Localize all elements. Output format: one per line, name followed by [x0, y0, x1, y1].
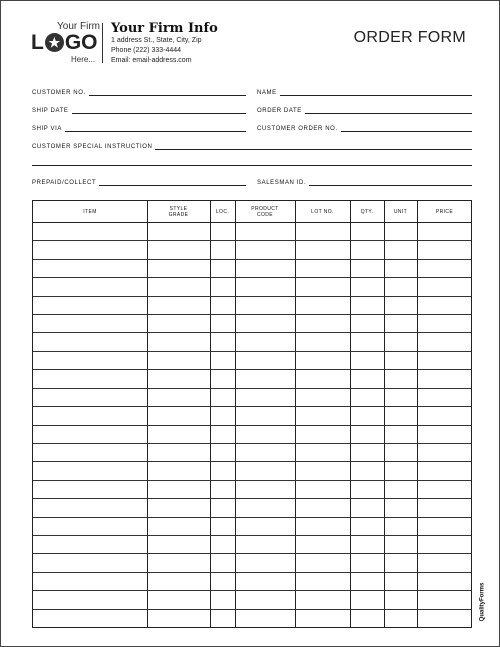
ship-via-line[interactable]	[65, 131, 246, 132]
table-row[interactable]	[33, 590, 471, 591]
column-divider	[384, 201, 385, 627]
ship-via-field[interactable]	[32, 123, 246, 133]
salesman-id-label: SALESMAN ID.	[257, 180, 307, 186]
order-date-field[interactable]	[257, 105, 472, 115]
special-instruction-field[interactable]	[32, 141, 472, 151]
table-row[interactable]	[33, 535, 471, 536]
star-icon: ★	[45, 33, 64, 52]
table-row[interactable]	[33, 609, 471, 610]
table-row[interactable]	[33, 461, 471, 462]
column-divider	[295, 201, 296, 627]
table-row[interactable]	[33, 332, 471, 333]
special-instruction-line-2[interactable]	[32, 165, 472, 166]
salesman-id-field[interactable]	[257, 177, 472, 187]
ship-date-line[interactable]	[72, 113, 246, 114]
column-header-item: ITEM	[83, 208, 97, 215]
table-row[interactable]	[33, 498, 471, 499]
column-header-product-code: PRODUCT CODE	[251, 205, 279, 218]
prepaid-collect-line[interactable]	[99, 185, 246, 186]
column-divider	[235, 201, 236, 627]
table-row[interactable]	[33, 351, 471, 352]
ship-date-label: SHIP DATE	[32, 108, 69, 114]
table-row[interactable]	[33, 443, 471, 444]
table-row[interactable]	[33, 388, 471, 389]
brand-mark	[476, 582, 486, 626]
brand-text: QualityForms	[479, 582, 486, 622]
customer-order-no-line[interactable]	[341, 131, 472, 132]
customer-order-no-field[interactable]	[257, 123, 472, 133]
logo-word	[31, 31, 98, 55]
table-row[interactable]	[33, 406, 471, 407]
order-items-table	[32, 200, 472, 628]
logo-letter-l: L	[31, 31, 44, 54]
table-row[interactable]	[33, 259, 471, 260]
logo-line-3: Here...	[71, 55, 96, 64]
table-row[interactable]	[33, 517, 471, 518]
column-divider	[147, 201, 148, 627]
table-row[interactable]	[33, 553, 471, 554]
column-header-price: PRICE	[435, 208, 454, 215]
table-row[interactable]	[33, 296, 471, 297]
name-line[interactable]	[280, 95, 472, 96]
column-header-lot-no: LOT NO.	[311, 208, 334, 215]
firm-name: Your Firm Info	[111, 21, 218, 36]
logo-letters-go: GO	[64, 31, 98, 54]
column-header-unit: UNIT	[393, 208, 408, 215]
column-header-loc: LOC.	[215, 208, 230, 215]
header-divider	[102, 23, 103, 63]
order-date-line[interactable]	[305, 113, 472, 114]
customer-no-label: CUSTOMER NO.	[32, 90, 86, 96]
table-row[interactable]	[33, 425, 471, 426]
column-header-qty: QTY.	[360, 208, 374, 215]
ship-date-field[interactable]	[32, 105, 246, 115]
table-row[interactable]	[33, 480, 471, 481]
ship-via-label: SHIP VIA	[32, 126, 63, 132]
table-row[interactable]	[33, 572, 471, 573]
column-divider	[350, 201, 351, 627]
column-divider	[417, 201, 418, 627]
customer-order-no-label: CUSTOMER ORDER NO.	[257, 126, 338, 132]
column-divider	[210, 201, 211, 627]
form-title: ORDER FORM	[353, 29, 466, 46]
column-header-style-grade: STYLE GRADE	[168, 205, 189, 218]
firm-address: 1 address St., State, City, Zip	[111, 37, 202, 44]
table-row[interactable]	[33, 240, 471, 241]
order-date-label: ORDER DATE	[257, 108, 302, 114]
name-field[interactable]	[257, 87, 472, 97]
customer-no-field[interactable]	[32, 87, 246, 97]
prepaid-collect-label: PREPAID/COLLECT	[32, 180, 97, 186]
customer-no-line[interactable]	[89, 95, 246, 96]
special-instruction-label: CUSTOMER SPECIAL INSTRUCTION	[32, 144, 153, 150]
table-row[interactable]	[33, 277, 471, 278]
salesman-id-line[interactable]	[309, 185, 472, 186]
firm-info	[111, 21, 218, 66]
special-instruction-line[interactable]	[155, 149, 472, 150]
table-row[interactable]	[33, 314, 471, 315]
logo-line-1: Your Firm	[57, 21, 100, 32]
firm-phone: Phone (222) 333-4444	[111, 47, 182, 54]
table-row[interactable]	[33, 369, 471, 370]
firm-email: Email: email-address.com	[111, 57, 192, 64]
table-header	[33, 201, 471, 223]
company-logo	[31, 21, 99, 65]
name-label: NAME	[257, 90, 277, 96]
prepaid-collect-field[interactable]	[32, 177, 246, 187]
